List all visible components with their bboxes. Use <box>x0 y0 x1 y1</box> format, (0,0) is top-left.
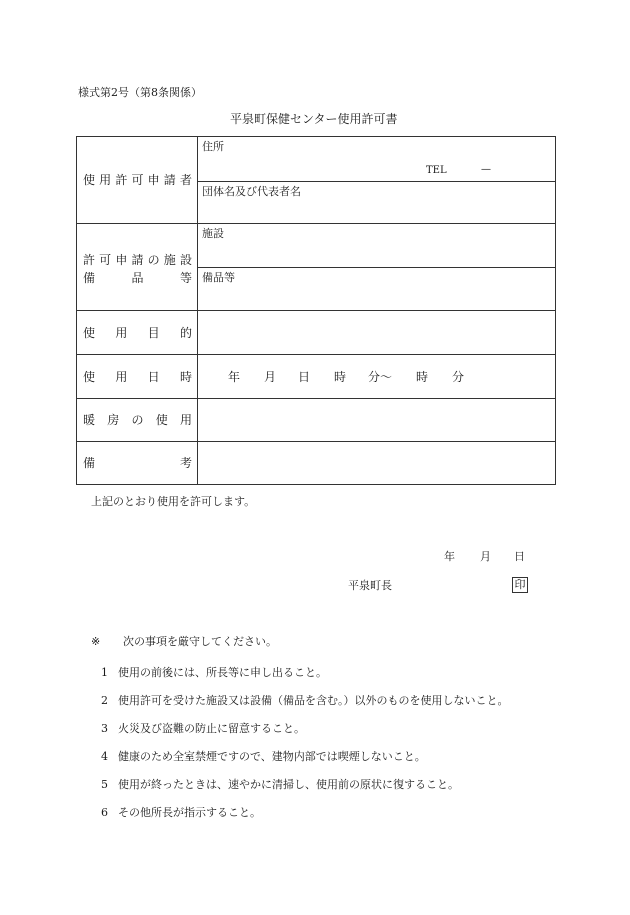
datetime-label-cell <box>77 355 198 399</box>
datetime-day: 日 <box>298 369 311 384</box>
datetime-year: 年 <box>228 369 241 384</box>
datetime-month: 月 <box>264 369 277 384</box>
applicant-label-cell <box>77 137 198 224</box>
remarks-label-cell <box>77 442 198 485</box>
note-number: 2 <box>101 694 108 707</box>
facility-field-label: 施設 <box>202 227 224 240</box>
note-number: 6 <box>101 806 108 819</box>
group-name-cell[interactable] <box>198 182 556 224</box>
document-title: 平泉町保健センター使用許可書 <box>230 112 398 126</box>
datetime-hour-start: 時 <box>334 369 347 384</box>
datetime-minute-start: 分〜 <box>368 369 393 384</box>
group-name-label: 団体名及び代表者名 <box>202 185 301 198</box>
datetime-minute-end: 分 <box>452 369 465 384</box>
datetime-label: 使 用 日 時 <box>83 369 192 384</box>
datetime-cell[interactable] <box>198 355 556 399</box>
equipment-field-label: 備品等 <box>202 271 235 284</box>
permit-date-day: 日 <box>514 550 525 563</box>
note-text: 使用の前後には、所長等に申し出ること。 <box>118 666 327 679</box>
note-text: 健康のため全室禁煙ですので、建物内部では喫煙しないこと。 <box>118 750 426 763</box>
facility-label-cell <box>77 224 198 311</box>
remarks-cell[interactable] <box>198 442 556 485</box>
notes-heading: 次の事項を厳守してください。 <box>123 635 277 648</box>
note-text: その他所長が指示すること。 <box>118 806 261 819</box>
mayor-label: 平泉町長 <box>348 579 392 592</box>
permit-form-table <box>76 136 556 485</box>
applicant-label: 使 用 許 可 申 請 者 <box>83 173 192 187</box>
notes-heading-mark: ※ <box>91 635 101 648</box>
tel-dash: — <box>481 164 491 175</box>
permit-date-year: 年 <box>444 550 455 563</box>
purpose-cell[interactable] <box>198 311 556 355</box>
note-text: 使用が終ったときは、速やかに清掃し、使用前の原状に復すること。 <box>118 778 459 791</box>
heating-cell[interactable] <box>198 399 556 442</box>
facility-cell[interactable] <box>198 224 556 268</box>
remarks-label: 備 考 <box>83 456 192 470</box>
note-text: 火災及び盗難の防止に留意すること。 <box>118 722 305 735</box>
facility-label-line2: 備 品 等 <box>83 271 192 285</box>
purpose-label: 使 用 目 的 <box>83 325 192 340</box>
note-number: 3 <box>101 722 108 735</box>
note-number: 4 <box>101 750 108 763</box>
heating-label: 暖 房 の 使 用 <box>83 413 192 427</box>
heating-label-cell <box>77 399 198 442</box>
address-label: 住所 <box>202 140 224 153</box>
seal-mark: 印 <box>512 577 528 593</box>
note-text: 使用許可を受けた施設又は設備（備品を含む。）以外のものを使用しないこと。 <box>118 694 509 707</box>
facility-label-line1: 許 可 申 請 の 施 設 <box>83 253 192 267</box>
permit-date-month: 月 <box>480 550 491 563</box>
form-number: 様式第2号（第8条関係） <box>78 86 202 99</box>
note-number: 5 <box>101 778 108 791</box>
address-cell[interactable] <box>198 137 556 182</box>
note-number: 1 <box>101 666 108 679</box>
tel-label: TEL <box>426 165 447 176</box>
datetime-hour-end: 時 <box>416 369 429 384</box>
permit-statement: 上記のとおり使用を許可します。 <box>91 495 256 508</box>
purpose-label-cell <box>77 311 198 355</box>
equipment-cell[interactable] <box>198 268 556 311</box>
